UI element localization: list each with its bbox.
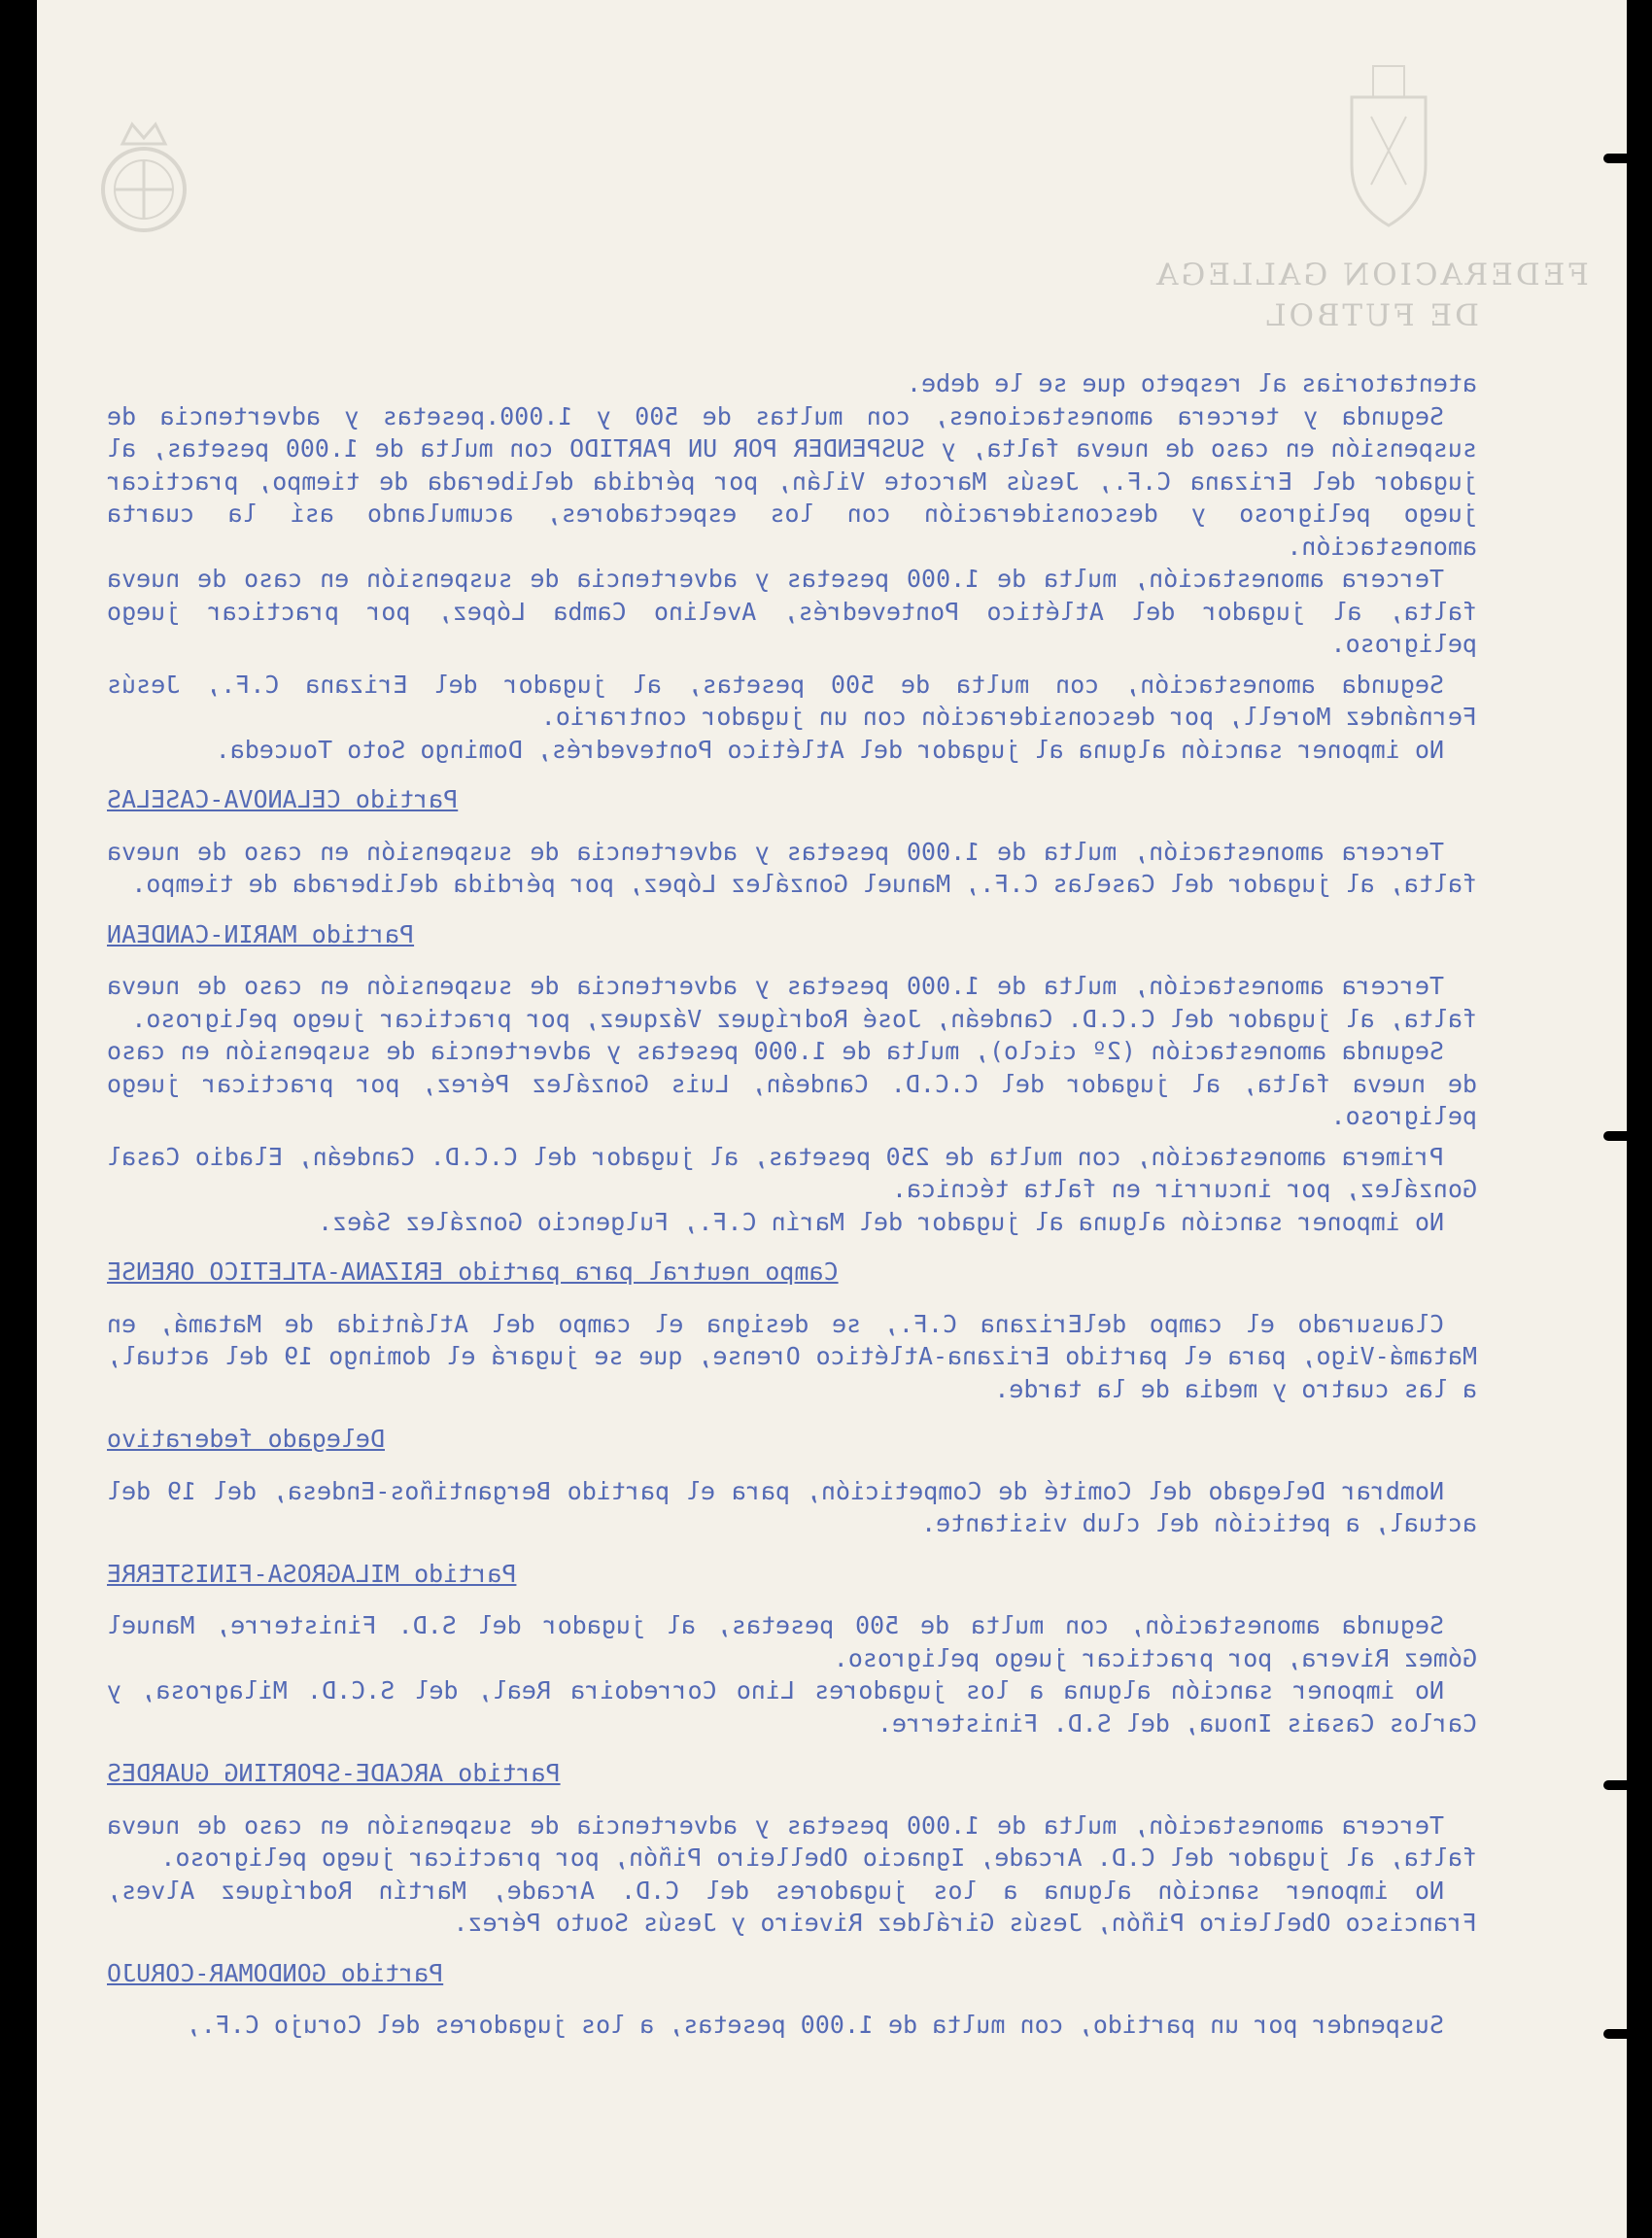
binder-clip <box>1603 1780 1627 1790</box>
paragraph: atentatorias al respeto que se le debe. <box>907 369 1477 397</box>
letterhead-line2: DE FUTBOL <box>1263 298 1480 333</box>
paragraph: No imponer sanción alguna a los jugadores del C.D. Arcade, Martín Rodríguez Alves, Francisco Obelleiro Piñón, Jesús Giráldez Riveiro y Jesús Souto Pérez. <box>107 1876 1477 1937</box>
section-heading: Campo neutral para partido ERIZANA-ATLETICO ORENSE <box>107 1257 839 1286</box>
paragraph: Segunda y tercera amonestaciones, con multas de 500 y 1.000.pesetas y advertencia de suspensión en caso de nueva falta, y SUSPENDER POR UN PARTIDO con multa de 1.000 pesetas, al jugador del Erizana C.F., Jesús Marcote Vilán, por pérdida deliberada de tiempo, practicar juego peligroso y desconsideración con los espectadores, acumulando así la cuarta amonestación. <box>107 401 1477 561</box>
letterhead-line1: FEDERACION GALLEGA <box>1153 258 1589 293</box>
binder-clip <box>1603 2029 1627 2039</box>
section-heading: Partido MARIN-CANDEAN <box>107 919 415 948</box>
paragraph: No imponer sanción alguna al jugador del Atlético Pontevedrés, Domingo Soto Touceda. <box>215 735 1444 764</box>
paragraph: Tercera amonestación, multa de 1.000 pesetas y advertencia de suspensión en caso de nueva falta, al jugador del Atlético Pontevedrés, Avelino Camba López, por practicar juego peligroso. <box>107 565 1477 658</box>
paragraph: Tercera amonestación, multa de 1.000 pesetas y advertencia de suspensión en caso de nueva falta, al jugador del C.C.D. Candeán, José Rodríguez Vázquez, por practicar juego peligroso. <box>107 972 1477 1033</box>
section-heading: Partido MILAGROSA-FINISTERRE <box>107 1559 517 1588</box>
binder-clip <box>1603 154 1627 163</box>
paragraph: Nombrar Delegado del Comité de Competición, para el partido Bergantiños-Endesa, del 19 del actual, a petición del club visitante. <box>107 1476 1477 1537</box>
paragraph: No imponer sanción alguna a los jugadores Lino Corredoira Real, del S.C.D. Milagrosa, y Carlos Casais Inoua, del S.D. Finisterre. <box>107 1676 1477 1738</box>
paragraph: Segunda amonestación, con multa de 500 pesetas, al jugador del Erizana C.F., Jesús Fernández Morell, por desconsideración con un jugador contrario. <box>107 670 1477 731</box>
royal-crown-seal-icon <box>86 117 202 243</box>
paragraph: Suspender por un partido, con multa de 1.000 pesetas, a los jugadores del Corujo C.F., <box>186 2011 1444 2039</box>
paragraph: Clausurado el campo delErizana C.F., se designa el campo del Atlántida de Matamá, en Matamá-Vigo, para el partido Erizana-Atlético Orense, que se jugará el domingo 19 del actual, a las cuatro y media de la tarde. <box>107 1309 1477 1403</box>
paragraph: Segunda amonestación, con multa de 500 pesetas, al jugador del S.D. Finisterre, Manuel Gómez Rivera, por practicar juego peligroso. <box>107 1611 1477 1672</box>
federation-crest-icon <box>1344 58 1433 233</box>
section-heading: Partido CELANOVA-CASELAS <box>107 785 459 813</box>
paragraph: Tercera amonestación, multa de 1.000 pesetas y advertencia de suspensión en caso de nueva falta, al jugador del Caselas C.F., Manuel González López, por pérdida deliberada de tiempo. <box>107 837 1477 898</box>
paragraph: Tercera amonestación, multa de 1.000 pesetas y advertencia de suspensión en caso de nueva falta, al jugador del C.D. Arcade, Ignacio Obelleiro Piñón, por practicar juego peligroso. <box>107 1810 1477 1872</box>
document-body <box>107 367 1477 2042</box>
binder-clip <box>1603 1131 1627 1141</box>
letterhead <box>1143 255 1600 336</box>
section-heading: Partido GONDOMAR-CORUJO <box>107 1958 444 1987</box>
paragraph: Primera amonestación, con multa de 250 pesetas, al jugador del C.C.D. Candeán, Eladio Casal González, por incurrir en falta técnica. <box>107 1142 1477 1203</box>
paragraph: No imponer sanción alguna al jugador del Marín C.F., Fulgencio González Sáez. <box>318 1207 1444 1236</box>
document-page <box>37 0 1627 2238</box>
paragraph: Segunda amonestación (2º ciclo), multa de 1.000 pesetas y advertencia de suspensión en caso de nueva falta, al jugador del C.C.D. Candeán, Luis González Pérez, por practicar juego peligroso. <box>107 1037 1477 1130</box>
section-heading: Partido ARCADE-SPORTING GUARDES <box>107 1759 561 1787</box>
section-heading: Delegado federativo <box>107 1425 385 1453</box>
